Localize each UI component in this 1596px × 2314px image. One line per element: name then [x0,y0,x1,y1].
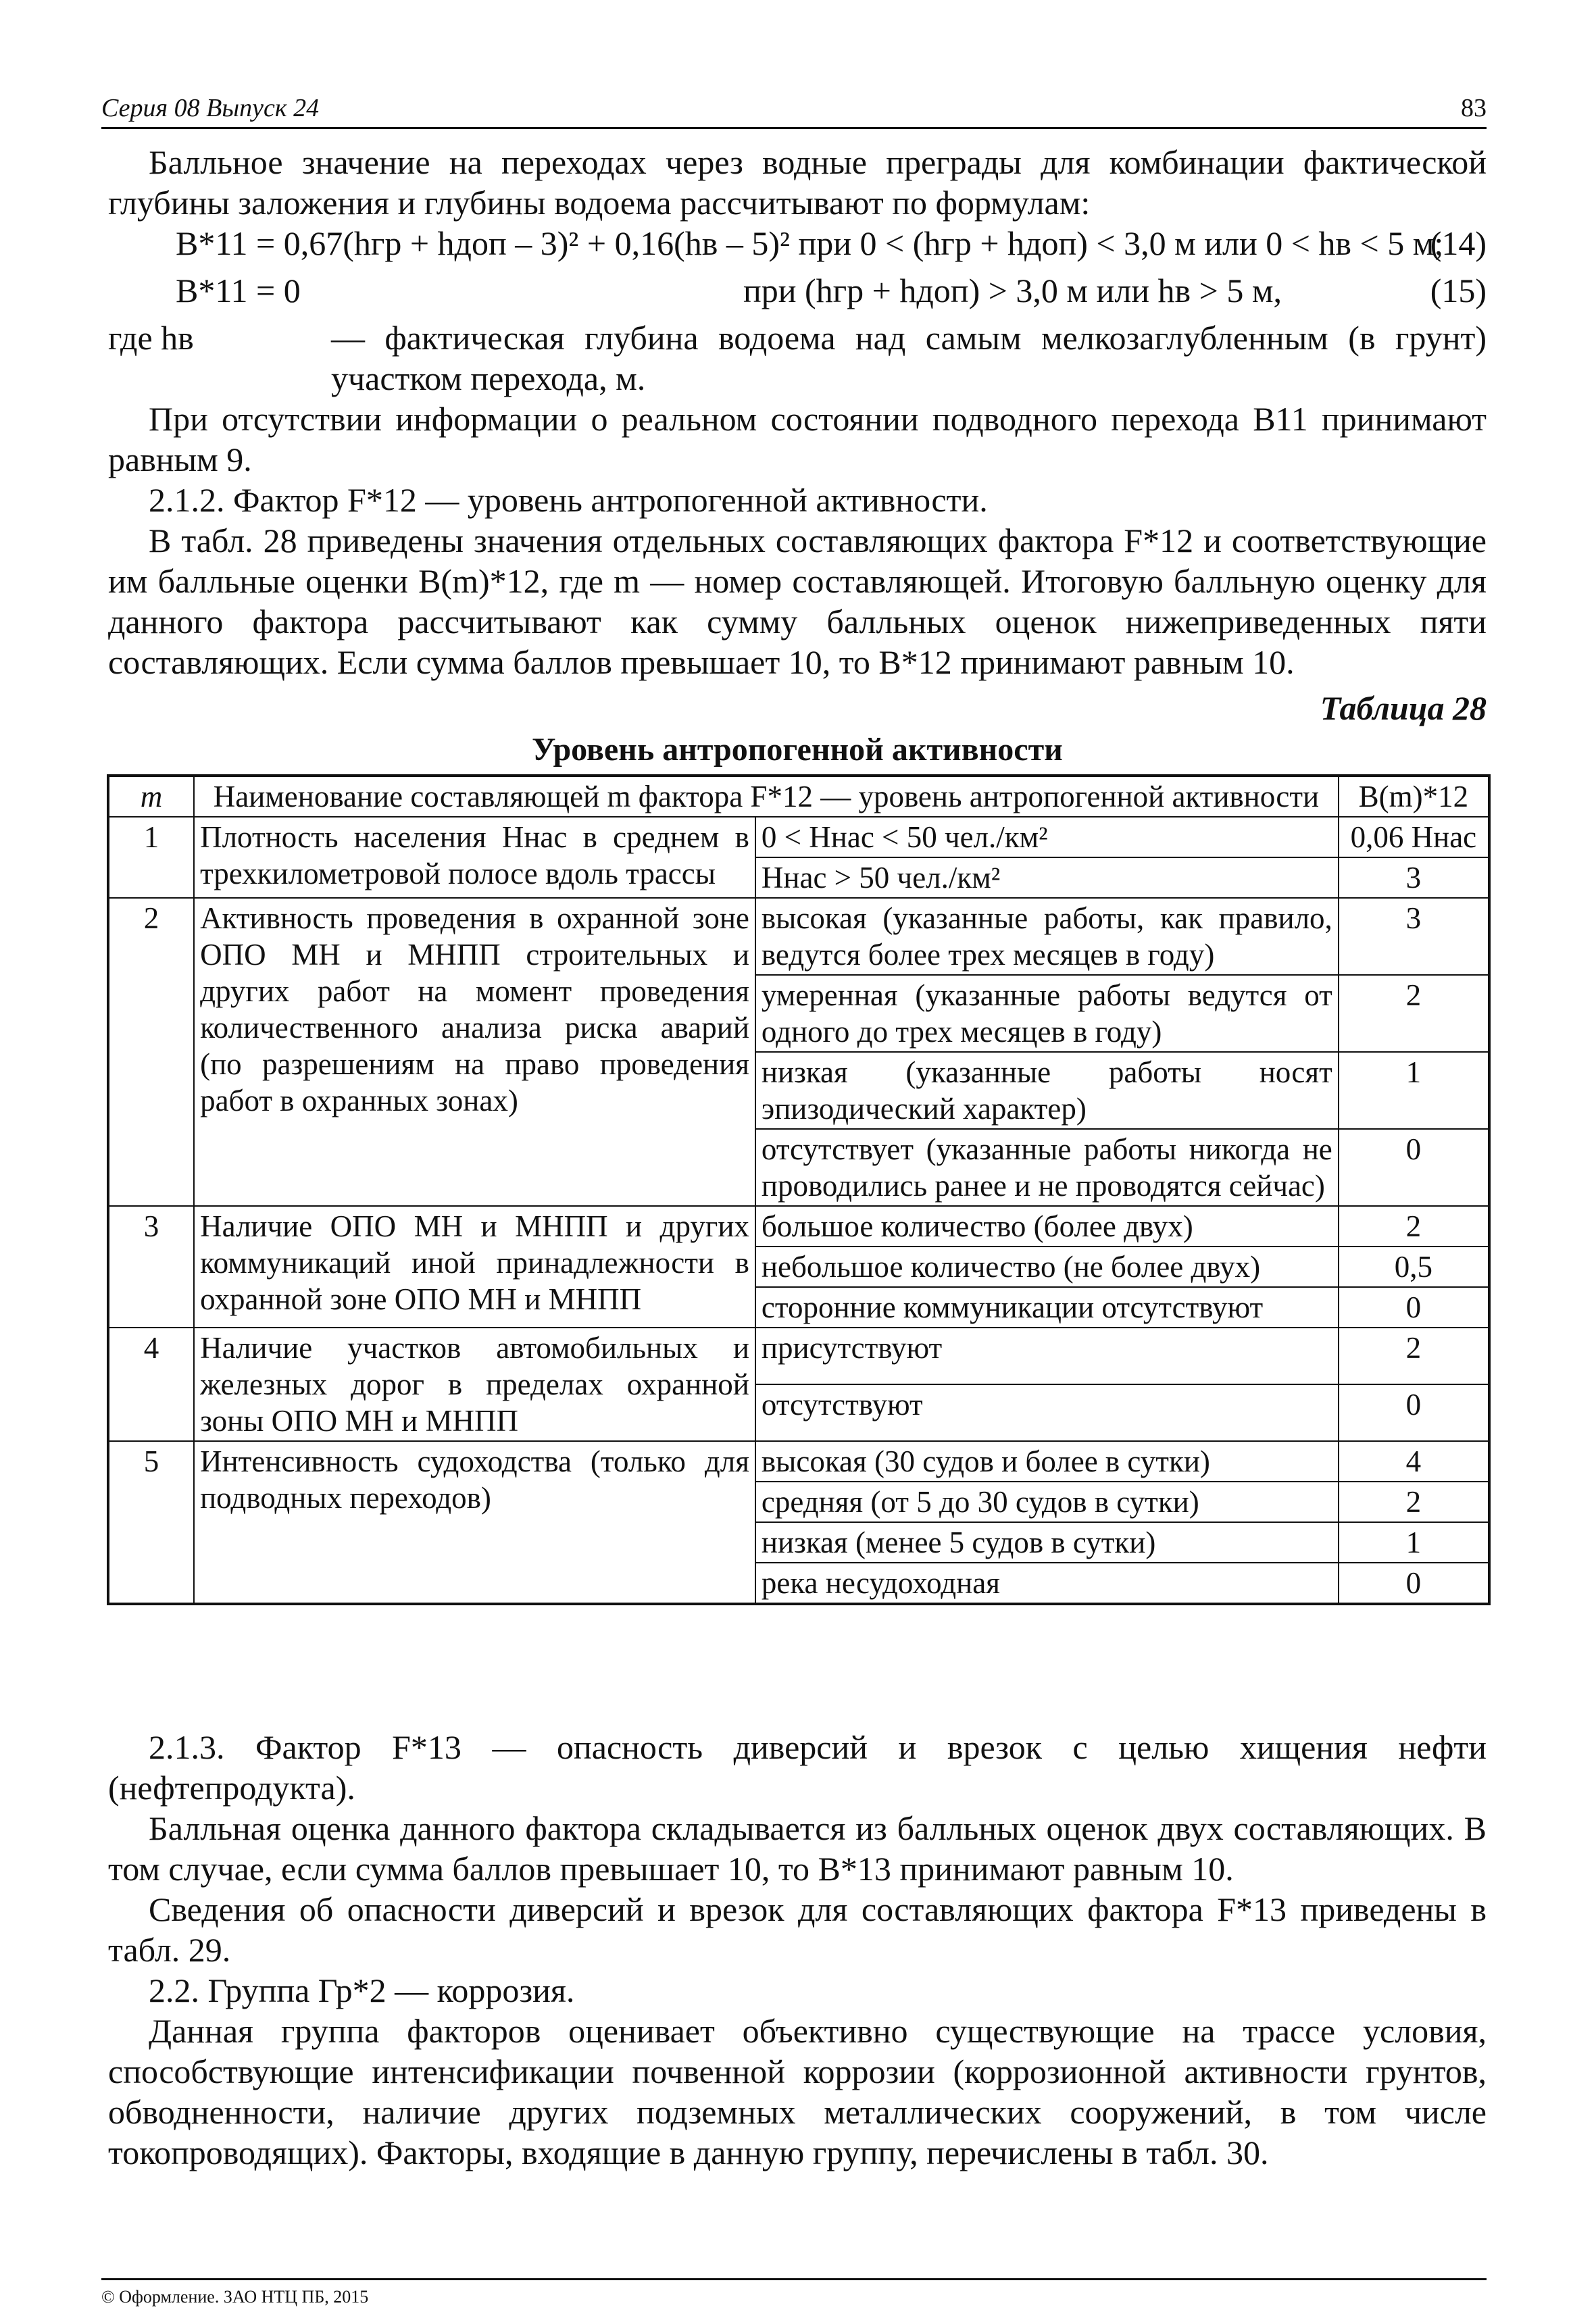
component-score: 0 [1339,1384,1489,1441]
component-name: Интенсивность судоходства (только для подводных переходов) [194,1441,755,1604]
intro-paragraph: Балльное значение на переходах через водные преграды для комбинации фактической глубины заложения и глубины водоема рассчитывают по формулам: [108,143,1487,222]
table-row [108,1441,1489,1482]
section-2-1-3-heading: 2.1.3. Фактор F*13 — опасность диверсий и врезок с целью хищения нефти (нефтепродукта). [108,1728,1487,1807]
table-row [108,1328,1489,1384]
formula-14-number: (14) [1430,224,1487,262]
row-number: 2 [108,898,194,1206]
formula-14 [108,223,1487,270]
where-clause [108,318,1487,399]
score-paragraph-2-1-3: Балльная оценка данного фактора складывается из балльных оценок двух составляющих. В том случае, если сумма баллов превышает 10, то B*13 принимают равным 10. [108,1809,1487,1888]
component-score: 1 [1339,1052,1489,1129]
table-row [108,898,1489,975]
component-score: 3 [1339,857,1489,898]
formula-15-number: (15) [1430,272,1487,309]
component-score: 0 [1339,1563,1489,1604]
component-value: присутствуют [755,1328,1339,1384]
page-number: 83 [1461,94,1487,122]
no-info-paragraph: При отсутствии информации о реальном состоянии подводного перехода B11 принимают равным 9. [108,400,1487,478]
lower-body [108,1727,1487,2173]
component-score: 2 [1339,1206,1489,1247]
formula-15-condition: при (hгр + hдоп) > 3,0 м или hв > 5 м, [743,272,1282,309]
component-score: 2 [1339,1328,1489,1384]
table-28-intro-paragraph: В табл. 28 приведены значения отдельных составляющих фактора F*12 и соответствующие им балльные оценки B(m)*12, где m — номер составляющей. Итоговую балльную оценку для данного фактора рассчитывают как сумму балльных оценок нижеприведенных пяти составляющих. Если сумма баллов превышает 10, то B*12 принимают равным 10. [108,522,1487,681]
component-value: река несудоходная [755,1563,1339,1604]
component-value: низкая (менее 5 судов в сутки) [755,1522,1339,1563]
component-score: 2 [1339,975,1489,1052]
table-row [108,817,1489,857]
section-2-1-2-heading: 2.1.2. Фактор F*12 — уровень антропогенной активности. [149,481,988,519]
component-score: 0,5 [1339,1247,1489,1287]
header-m: m [108,776,194,817]
series-title: Серия 08 Выпуск 24 [101,94,320,122]
table-header-row [108,776,1489,817]
formula-15-expression: B*11 = 0 [176,272,301,309]
component-score: 3 [1339,898,1489,975]
component-score: 0,06 Hнас [1339,817,1489,857]
component-name: Наличие участков автомобильных и железных дорог в пределах охранной зоны ОПО МН и МНПП [194,1328,755,1441]
where-label: где hв [108,319,194,357]
component-value: высокая (30 судов и более в сутки) [755,1441,1339,1482]
row-number: 4 [108,1328,194,1441]
running-header [101,93,1487,129]
formula-15 [108,270,1487,318]
component-value: средняя (от 5 до 30 судов в сутки) [755,1482,1339,1522]
component-value: Hнас > 50 чел./км² [755,857,1339,898]
component-name: Наличие ОПО МН и МНПП и других коммуникаций иной принадлежности в охранной зоне ОПО МН и МНПП [194,1206,755,1328]
component-value: низкая (указанные работы носят эпизодический характер) [755,1052,1339,1129]
component-score: 4 [1339,1441,1489,1482]
formula-14-expression: B*11 = 0,67(hгр + hдоп – 3)² + 0,16(hв – 5)² при 0 < (hгр + hдоп) < 3,0 м или 0 < hв < 5 м; [176,224,1444,262]
corrosion-paragraph: Данная группа факторов оценивает объективно существующие на трассе условия, способствующие интенсификации почвенной коррозии (коррозионной активности грунтов, обводненности, наличие других подземных металлических сооружений, в том числе токопроводящих). Факторы, входящие в данную группу, перечислены в табл. 30. [108,2012,1487,2171]
component-score: 0 [1339,1129,1489,1206]
header-score: B(m)*12 [1339,776,1489,817]
component-value: высокая (указанные работы, как правило, ведутся более трех месяцев в году) [755,898,1339,975]
row-number: 1 [108,817,194,898]
component-score: 1 [1339,1522,1489,1563]
component-value: отсутствуют [755,1384,1339,1441]
section-2-2-heading: 2.2. Группа Гр*2 — коррозия. [149,1971,575,2009]
where-text: — фактическая глубина водоема над самым мелкозаглубленным (в грунт) участком перехода, м. [331,319,1487,397]
table-body [108,817,1489,1604]
row-number: 3 [108,1206,194,1328]
component-value: небольшое количество (не более двух) [755,1247,1339,1287]
component-value: отсутствует (указанные работы никогда не проводились ранее и не проводятся сейчас) [755,1129,1339,1206]
component-name: Активность проведения в охранной зоне ОПО МН и МНПП строительных и других работ на момент проведения количественного анализа риска аварий (по разрешениям на право проведения работ в охранных зонах) [194,898,755,1206]
component-value: большое количество (более двух) [755,1206,1339,1247]
anthropogenic-activity-table [107,774,1491,1605]
reference-paragraph-2-1-3: Сведения об опасности диверсий и врезок для составляющих фактора F*13 приведены в табл. 29. [108,1890,1487,1969]
row-number: 5 [108,1441,194,1604]
table-title: Уровень антропогенной активности [532,732,1063,768]
header-name: Наименование составляющей m фактора F*12 — уровень антропогенной активности [194,776,1339,817]
table-row [108,1206,1489,1247]
component-value: сторонние коммуникации отсутствуют [755,1287,1339,1328]
component-name: Плотность населения Hнас в среднем в трехкилометровой полосе вдоль трассы [194,817,755,898]
component-value: умеренная (указанные работы ведутся от одного до трех месяцев в году) [755,975,1339,1052]
component-score: 2 [1339,1482,1489,1522]
table-caption: Таблица 28 [1320,689,1487,727]
copyright-footer: © Оформление. ЗАО НТЦ ПБ, 2015 [101,2278,1487,2307]
upper-body [108,142,1487,1605]
component-value: 0 < Hнас < 50 чел./км² [755,817,1339,857]
component-score: 0 [1339,1287,1489,1328]
